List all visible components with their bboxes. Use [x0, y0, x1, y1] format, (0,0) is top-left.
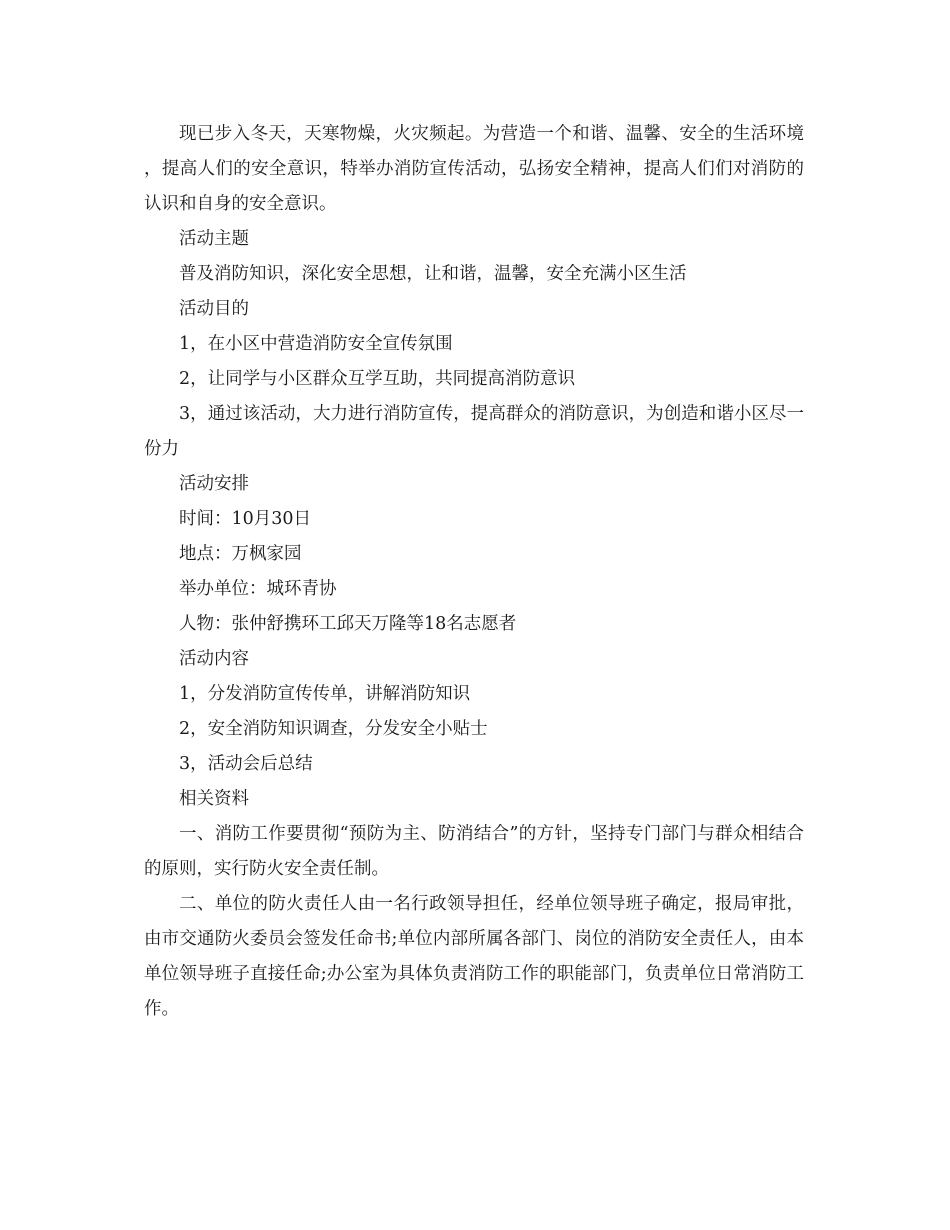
heading-activity-arrangement: 活动安排 [179, 474, 249, 494]
materials-paragraph-1: 一、消防工作要贯彻“预防为主、防消结合”的方针，坚持专门部门与群众相结合的原则，实行防火安全责任制。 [144, 824, 804, 879]
arrangement-people: 人物：张仲舒携环工邱天万隆等18名志愿者 [179, 614, 517, 634]
arrangement-location: 地点：万枫家园 [179, 544, 302, 564]
purpose-item-1: 1，在小区中营造消防安全宣传氛围 [179, 334, 453, 354]
heading-activity-content: 活动内容 [179, 649, 249, 669]
content-item-1: 1，分发消防宣传传单，讲解消防知识 [179, 684, 471, 704]
heading-activity-purpose: 活动目的 [179, 299, 249, 319]
heading-activity-theme: 活动主题 [179, 229, 249, 249]
purpose-item-2: 2，让同学与小区群众互学互助，共同提高消防意识 [179, 369, 576, 389]
arrangement-organizer: 举办单位：城环青协 [179, 579, 337, 599]
intro-paragraph: 现已步入冬天，天寒物燥，火灾频起。为营造一个和谐、温馨、安全的生活环境，提高人们的安全意识，特举办消防宣传活动，弘扬安全精神，提高人们们对消防的认识和自身的安全意识。 [144, 124, 804, 214]
heading-related-materials: 相关资料 [179, 789, 249, 809]
purpose-item-3: 3，通过该活动，大力进行消防宣传，提高群众的消防意识，为创造和谐小区尽一份力 [144, 404, 804, 459]
materials-paragraph-2: 二、单位的防火责任人由一名行政领导担任，经单位领导班子确定，报局审批，由市交通防火委员会签发任命书;单位内部所属各部门、岗位的消防安全责任人，由本单位领导班子直接任命;办公室为具体负责消防工作的职能部门，负责单位日常消防工作。 [144, 894, 804, 1019]
content-item-3: 3，活动会后总结 [179, 754, 313, 774]
activity-theme-text: 普及消防知识，深化安全思想，让和谐，温馨，安全充满小区生活 [179, 264, 687, 284]
document-body [144, 117, 804, 1027]
content-item-2: 2，安全消防知识调查，分发安全小贴士 [179, 719, 488, 739]
arrangement-time: 时间：10月30日 [179, 509, 312, 529]
